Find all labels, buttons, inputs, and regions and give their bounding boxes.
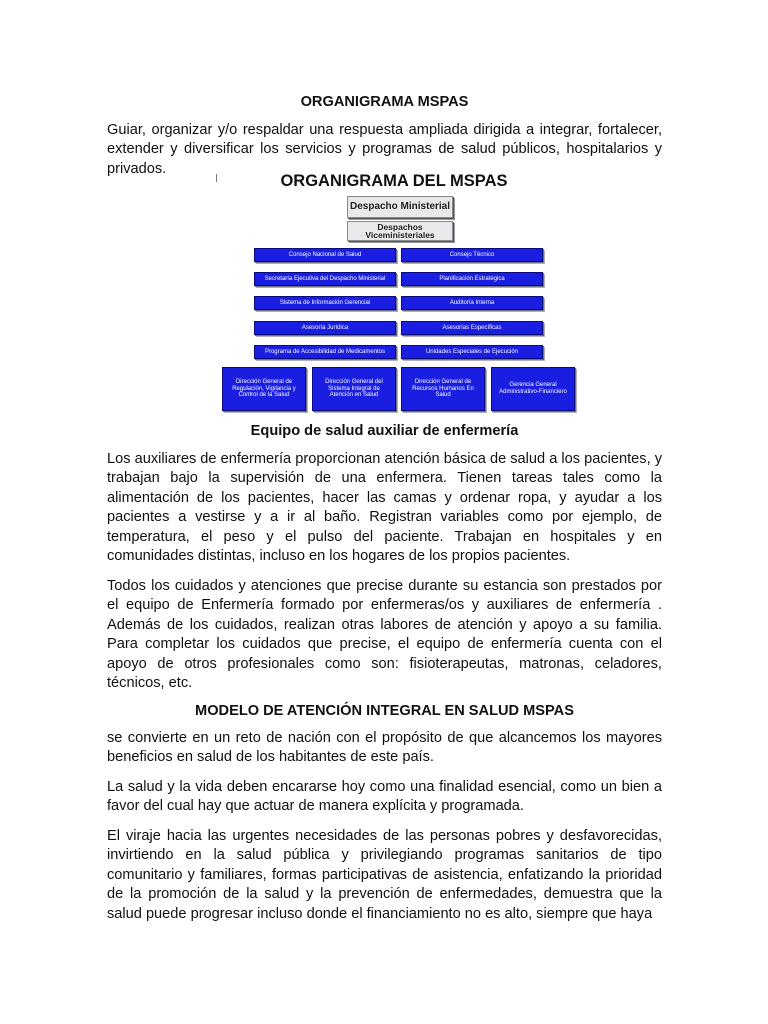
org-box-despacho-ministerial: Despacho Ministerial <box>347 196 453 218</box>
org-box-right-5: Unidades Especiales de Ejecución <box>401 345 543 359</box>
org-box-directorate-4: Gerencia General Administrativo-Financiero <box>491 367 575 411</box>
org-box-left-1: Consejo Nacional de Salud <box>254 248 396 262</box>
paragraph-reto: se convierte en un reto de nación con el propósito de que alcancemos los mayores beneficios en salud de los habitantes de este país. <box>107 730 662 766</box>
org-box-left-5: Programa de Accesibilidad de Medicamentos <box>254 345 396 359</box>
org-box-right-4: Asesorías Específicas <box>401 321 543 335</box>
org-chart-title: ORGANIGRAMA DEL MSPAS <box>280 172 508 190</box>
org-box-left-3: Sistema de Información Gerencial <box>254 296 396 310</box>
org-box-directorate-1: Dirección General de Regulación, Vigilancia y Control de la Salud <box>222 367 306 411</box>
section-heading-auxiliar: Equipo de salud auxiliar de enfermería <box>250 423 519 439</box>
org-box-right-1: Consejo Técnico <box>401 248 543 262</box>
intro-paragraph: Guiar, organizar y/o respaldar una respuesta ampliada dirigida a integrar, fortalecer, extender y diversificar los servicios y programas de salud públicos, hospitalarios y privados. <box>107 122 662 177</box>
org-box-directorate-2: Dirección General del Sistema Integral de Atención en Salud <box>312 367 396 411</box>
section-heading-modelo: MODELO DE ATENCIÓN INTEGRAL EN SALUD MSPAS <box>195 703 574 719</box>
document-title: ORGANIGRAMA MSPAS <box>300 94 469 110</box>
org-box-right-3: Auditoría Interna <box>401 296 543 310</box>
org-box-left-2: Secretaría Ejecutiva del Despacho Ministerial <box>254 272 396 286</box>
paragraph-salud-vida: La salud y la vida deben encararse hoy como una finalidad esencial, como un bien a favor del cual hay que actuar de manera explícita y programada. <box>107 779 662 815</box>
paragraph-viraje: El viraje hacia las urgentes necesidades de las personas pobres y desfavorecidas, invirtiendo en la salud pública y privilegiando programas sanitarios de tipo comunitario y familiares, formas participativas de asistencia, enfatizando la prioridad de la promoción de la salud y la prevención de enfermedades, demuestra que la salud puede progresar incluso donde el financiamiento no es alto, siempre que haya <box>107 828 662 922</box>
org-box-right-2: Planificación Estratégica <box>401 272 543 286</box>
paragraph-auxiliares: Los auxiliares de enfermería proporcionan atención básica de salud a los pacientes, y trabajan bajo la supervisión de una enfermera. Tienen tareas tales como la alimentación de los pacientes, hacer las camas y ordenar ropa, y ayudar a los pacientes a vestirse y a ir al baño. Registran variables como por ejemplo, de temperatura, el peso y el pulso del paciente. Trabajan en hospitales y en comunidades distintas, incluso en los hogares de los propios pacientes. <box>107 451 662 565</box>
org-box-directorate-3: Dirección General de Recursos Humanos En Salud <box>401 367 485 411</box>
org-chart <box>214 170 574 416</box>
org-box-despachos-viceministeriales: Despachos Viceministeriales <box>347 221 453 241</box>
org-box-left-4: Asesoría Jurídica <box>254 321 396 335</box>
paragraph-cuidados: Todos los cuidados y atenciones que precise durante su estancia son prestados por el equipo de Enfermería formado por enfermeras/os y auxiliares de enfermería . Además de los cuidados, realizan otras labores de atención y apoyo a su familia. Para completar los cuidados que precise, el equipo de enfermería cuenta con el apoyo de otros profesionales como son: fisioterapeutas, matronas, celadores, técnicos, etc. <box>107 578 662 692</box>
